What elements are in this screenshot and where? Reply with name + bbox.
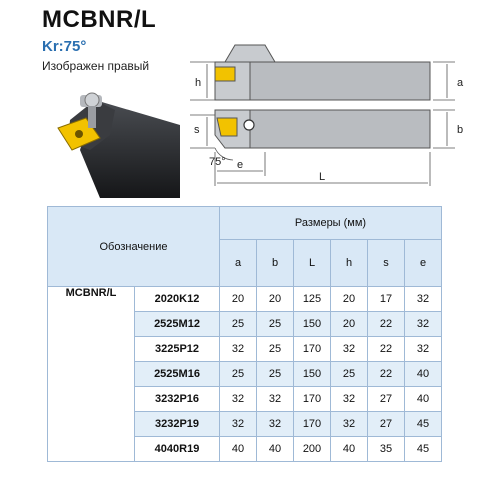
table-cell: 125 [294,287,331,312]
label-angle: 75° [209,156,226,168]
table-cell: 32 [331,387,368,412]
table-cell: 25 [220,312,257,337]
label-h: h [195,77,202,89]
table-cell: 25 [257,337,294,362]
table-cell: 22 [368,337,405,362]
table-cell: 20 [331,312,368,337]
model-name: MCBNR/L [48,287,135,462]
table-cell: 32 [220,337,257,362]
column-header-b: b [257,240,294,287]
table-cell: 20 [220,287,257,312]
table-cell: 25 [257,362,294,387]
table-cell: 32 [220,387,257,412]
table-cell: 32 [331,412,368,437]
table-row-code: 2020K12 [135,287,220,312]
label-e: e [237,159,244,171]
table-cell: 32 [257,412,294,437]
table-cell: 45 [405,412,442,437]
orientation-note: Изображен правый [42,59,150,73]
table-cell: 22 [368,362,405,387]
table-row-code: 4040R19 [135,437,220,462]
table-cell: 40 [405,362,442,387]
table-cell: 22 [368,312,405,337]
table-cell: 20 [331,287,368,312]
table-cell: 17 [368,287,405,312]
table-cell: 32 [405,312,442,337]
table-cell: 25 [257,312,294,337]
designation-header: Обозначение [48,207,220,287]
table-row-code: 3232P19 [135,412,220,437]
table-cell: 45 [405,437,442,462]
column-header-L: L [294,240,331,287]
table-cell: 40 [257,437,294,462]
dimension-drawing [185,40,485,190]
tool-holder-photo [40,80,185,198]
table-cell: 27 [368,412,405,437]
label-a: a [457,77,464,89]
table-cell: 150 [294,312,331,337]
table-cell: 25 [220,362,257,387]
table-cell: 170 [294,337,331,362]
column-header-s: s [368,240,405,287]
table-cell: 32 [405,337,442,362]
label-L: L [319,171,326,183]
dimensions-header: Размеры (мм) [220,207,442,240]
table-cell: 40 [220,437,257,462]
table-cell: 27 [368,387,405,412]
table-cell: 170 [294,387,331,412]
column-header-a: a [220,240,257,287]
table-row-code: 3232P16 [135,387,220,412]
table-row-code: 3225P12 [135,337,220,362]
table-cell: 32 [331,337,368,362]
approach-angle-label: Kr:75° [42,38,87,55]
table-cell: 200 [294,437,331,462]
table-cell: 20 [257,287,294,312]
dimensions-table [47,206,442,462]
table-row-code: 2525M12 [135,312,220,337]
label-s: s [194,124,200,136]
column-header-e: e [405,240,442,287]
table-cell: 170 [294,412,331,437]
table-cell: 32 [405,287,442,312]
page-title: MCBNR/L [42,6,157,33]
table-cell: 150 [294,362,331,387]
table-cell: 35 [368,437,405,462]
table-cell: 40 [331,437,368,462]
table-row-code: 2525M16 [135,362,220,387]
column-header-h: h [331,240,368,287]
table-cell: 40 [405,387,442,412]
label-b: b [457,124,464,136]
table-cell: 25 [331,362,368,387]
table-cell: 32 [220,412,257,437]
table-cell: 32 [257,387,294,412]
